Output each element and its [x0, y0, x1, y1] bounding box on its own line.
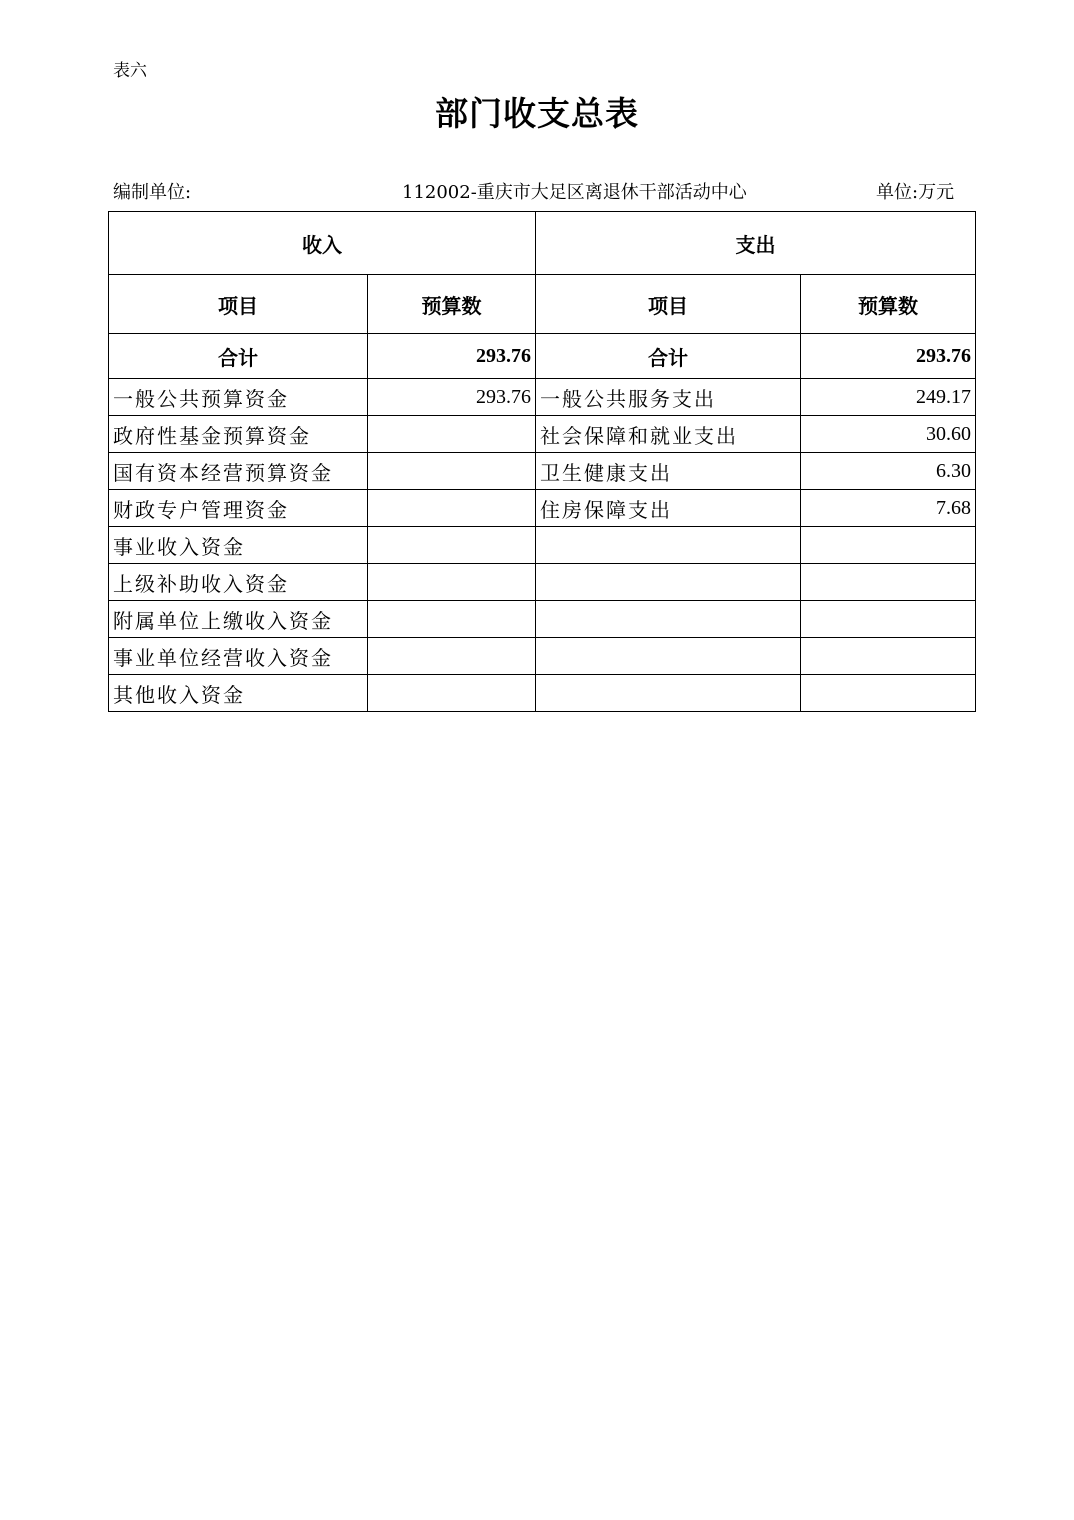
- expense-value: [801, 527, 976, 564]
- income-value: [368, 527, 536, 564]
- income-total-label: 合计: [109, 334, 368, 379]
- table-row: [109, 638, 976, 675]
- expense-value: [801, 675, 976, 712]
- detail-rows: [109, 379, 976, 712]
- income-item: 一般公共预算资金: [109, 379, 368, 416]
- expense-budget-header: 预算数: [801, 275, 976, 334]
- table-row: [109, 453, 976, 490]
- expense-value: [801, 564, 976, 601]
- expense-value: 7.68: [801, 490, 976, 527]
- income-item: 国有资本经营预算资金: [109, 453, 368, 490]
- income-value: [368, 564, 536, 601]
- income-value: [368, 453, 536, 490]
- income-item: 附属单位上缴收入资金: [109, 601, 368, 638]
- table-row: [109, 416, 976, 453]
- expense-value: 30.60: [801, 416, 976, 453]
- expense-item: 卫生健康支出: [536, 453, 801, 490]
- income-item: 事业单位经营收入资金: [109, 638, 368, 675]
- expense-item: 一般公共服务支出: [536, 379, 801, 416]
- income-item: 上级补助收入资金: [109, 564, 368, 601]
- income-header: 收入: [109, 212, 536, 275]
- org-name: 112002-重庆市大足区离退休干部活动中心: [402, 182, 747, 203]
- income-value: [368, 490, 536, 527]
- income-value: [368, 416, 536, 453]
- expense-total-value: 293.76: [801, 334, 976, 379]
- income-item: 其他收入资金: [109, 675, 368, 712]
- unit-label: 单位:万元: [876, 182, 955, 203]
- expense-value: 6.30: [801, 453, 976, 490]
- income-value: [368, 601, 536, 638]
- expense-item: [536, 527, 801, 564]
- expense-item: [536, 564, 801, 601]
- expense-item: [536, 601, 801, 638]
- table-row: [109, 601, 976, 638]
- expense-item: [536, 638, 801, 675]
- table-row: [109, 379, 976, 416]
- expense-value: 249.17: [801, 379, 976, 416]
- table-row: [109, 527, 976, 564]
- table-row: [109, 564, 976, 601]
- org-label: 编制单位:: [113, 182, 192, 203]
- expense-value: [801, 601, 976, 638]
- income-item: 财政专户管理资金: [109, 490, 368, 527]
- table-row: [109, 675, 976, 712]
- expense-total-label: 合计: [536, 334, 801, 379]
- income-budget-header: 预算数: [368, 275, 536, 334]
- total-row: [109, 334, 976, 379]
- income-value: [368, 638, 536, 675]
- table-number: 表六: [113, 61, 147, 81]
- income-item: 事业收入资金: [109, 527, 368, 564]
- expense-item: [536, 675, 801, 712]
- income-value: 293.76: [368, 379, 536, 416]
- expense-value: [801, 638, 976, 675]
- expense-item: 社会保障和就业支出: [536, 416, 801, 453]
- budget-table: [108, 211, 976, 712]
- page-title: 部门收支总表: [435, 94, 639, 133]
- expense-item: 住房保障支出: [536, 490, 801, 527]
- table-row: [109, 490, 976, 527]
- expense-header: 支出: [536, 212, 976, 275]
- income-total-value: 293.76: [368, 334, 536, 379]
- income-value: [368, 675, 536, 712]
- income-item: 政府性基金预算资金: [109, 416, 368, 453]
- column-header-row: [109, 275, 976, 334]
- section-header-row: [109, 212, 976, 275]
- expense-item-header: 项目: [536, 275, 801, 334]
- income-item-header: 项目: [109, 275, 368, 334]
